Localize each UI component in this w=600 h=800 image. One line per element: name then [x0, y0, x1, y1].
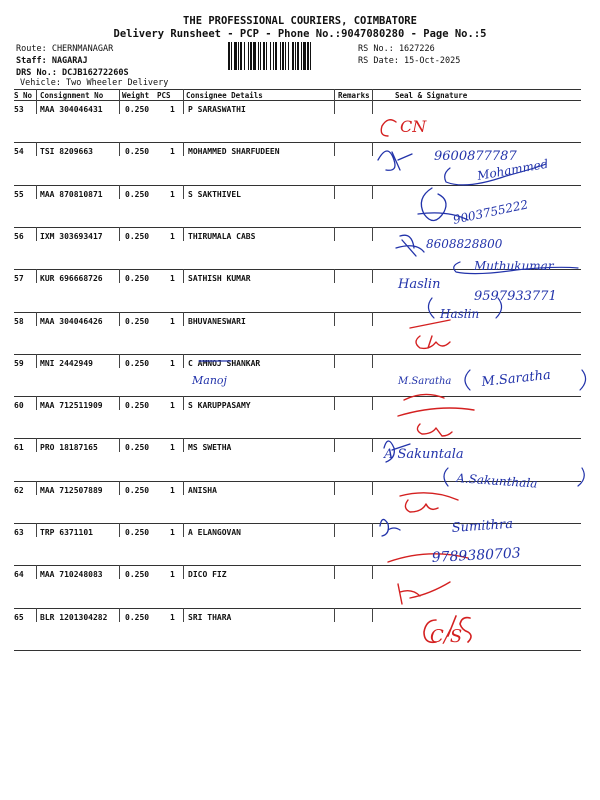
- col-divider: [183, 396, 184, 410]
- red-check-mark: [388, 554, 468, 604]
- col-divider: [36, 523, 37, 537]
- cell-pcs: 1: [170, 443, 175, 453]
- col-divider: [372, 481, 373, 495]
- cell-consignee: MOHAMMED SHARFUDEEN: [188, 147, 280, 157]
- row-rule: [14, 354, 581, 355]
- barcode: [228, 42, 353, 70]
- cell-consignment: TSI 8209663: [40, 147, 93, 157]
- red-cs-mark: [424, 616, 471, 642]
- col-divider: [372, 185, 373, 199]
- col-divider: [334, 185, 335, 199]
- col-divider: [334, 89, 335, 100]
- col-divider: [372, 565, 373, 579]
- cell-pcs: 1: [170, 570, 175, 580]
- cell-weight: 0.250: [125, 231, 150, 241]
- red-check-mark: [381, 120, 396, 136]
- cell-consignment: MAA 304046431: [40, 105, 103, 114]
- col-divider: [334, 396, 335, 410]
- signature-mark: [380, 519, 400, 536]
- cell-weight: 0.250: [125, 443, 150, 453]
- col-divider: [334, 565, 335, 579]
- company-title: THE PROFESSIONAL COURIERS, COIMBATORE: [183, 15, 417, 27]
- cell-sno: 58: [14, 316, 24, 326]
- signature-mark: [445, 164, 546, 185]
- col-pcs: PCS: [157, 91, 171, 100]
- col-divider: [119, 89, 120, 100]
- row-rule: [14, 312, 581, 313]
- cell-sno: 57: [14, 274, 24, 284]
- signature-mark: [465, 367, 586, 390]
- signature-mark: [396, 235, 424, 256]
- col-divider: [36, 227, 37, 241]
- cell-consignee: DICO FIZ: [188, 570, 227, 580]
- row-rule: [14, 142, 581, 143]
- col-divider: [36, 481, 37, 495]
- cell-consignee: C AMNOJ SHANKAR: [188, 358, 261, 368]
- col-divider: [119, 142, 120, 156]
- cell-sno: 59: [14, 358, 24, 368]
- col-divider: [36, 269, 37, 283]
- col-divider: [334, 142, 335, 156]
- col-divider: [36, 89, 37, 100]
- col-divider: [372, 89, 373, 100]
- col-consignee: Consignee Details: [186, 91, 263, 100]
- handwritten-name: M.Saratha: [480, 367, 552, 390]
- cell-weight: 0.250: [125, 189, 150, 199]
- col-divider: [36, 608, 37, 622]
- cell-sno: 61: [14, 443, 24, 453]
- handwritten-name: Muthukumar: [474, 259, 554, 273]
- cell-consignee: MS SWETHA: [188, 443, 232, 453]
- col-divider: [372, 396, 373, 410]
- col-divider: [183, 89, 184, 100]
- row-rule: [14, 523, 581, 524]
- col-divider: [119, 608, 120, 622]
- col-divider: [334, 523, 335, 537]
- col-divider: [119, 100, 120, 114]
- col-divider: [36, 565, 37, 579]
- col-divider: [372, 354, 373, 368]
- cell-pcs: 1: [170, 147, 175, 157]
- col-divider: [334, 608, 335, 622]
- col-divider: [334, 481, 335, 495]
- cell-consignee: BHUVANESWARI: [188, 316, 246, 326]
- row-rule: [14, 481, 581, 482]
- col-divider: [36, 354, 37, 368]
- col-divider: [36, 438, 37, 452]
- cell-consignment: MAA 710248083: [40, 570, 103, 580]
- signature-mark: [444, 468, 584, 486]
- row-rule: [14, 269, 581, 270]
- staff-label: Staff: NAGARAJ: [16, 56, 88, 66]
- cell-pcs: 1: [170, 231, 175, 241]
- runsheet-subtitle: Delivery Runsheet - PCP - Phone No.:9047080280 - Page No.:5: [113, 28, 487, 40]
- red-cs-text: C/S: [430, 626, 463, 647]
- col-weight: Weight: [122, 91, 150, 100]
- cell-weight: 0.250: [125, 401, 150, 411]
- col-divider: [119, 523, 120, 537]
- col-divider: [372, 438, 373, 452]
- col-divider: [334, 100, 335, 114]
- handwritten-name: A Sakuntala: [384, 447, 464, 462]
- col-divider: [183, 142, 184, 156]
- row-rule: [14, 565, 581, 566]
- col-divider: [36, 142, 37, 156]
- cell-pcs: 1: [170, 316, 175, 326]
- col-divider: [183, 227, 184, 241]
- col-divider: [334, 438, 335, 452]
- cell-weight: 0.250: [125, 570, 150, 580]
- cell-consignment: IXM 303693417: [40, 231, 103, 241]
- header-bottom-rule: [14, 100, 581, 101]
- col-divider: [372, 227, 373, 241]
- col-divider: [183, 523, 184, 537]
- cell-pcs: 1: [170, 105, 175, 114]
- col-divider: [183, 608, 184, 622]
- handwritten-name: Sumithra: [451, 516, 514, 536]
- header-top-rule: [14, 89, 581, 90]
- col-consignment: Consignment No: [40, 91, 104, 100]
- col-seal: Seal & Signature: [395, 91, 468, 100]
- col-divider: [183, 354, 184, 368]
- handwritten-correction: Manoj: [192, 374, 227, 387]
- cell-sno: 64: [14, 570, 24, 580]
- cell-pcs: 1: [170, 274, 175, 284]
- col-divider: [183, 185, 184, 199]
- col-divider: [119, 227, 120, 241]
- cell-sno: 53: [14, 105, 24, 114]
- rs-number: RS No.: 1627226: [358, 44, 435, 54]
- cell-sno: 60: [14, 401, 24, 411]
- row-rule: [14, 227, 581, 228]
- cell-sno: 56: [14, 231, 24, 241]
- handwritten-phone: 9003755222: [451, 197, 530, 227]
- handwritten-name: Haslin: [398, 277, 441, 292]
- red-check-mark: [410, 320, 450, 348]
- col-divider: [334, 269, 335, 283]
- col-divider: [36, 100, 37, 114]
- col-sno: S No: [14, 91, 33, 100]
- handwritten-phone: 9789380703: [431, 545, 522, 566]
- col-divider: [119, 481, 120, 495]
- col-divider: [183, 269, 184, 283]
- col-divider: [183, 312, 184, 326]
- cell-weight: 0.250: [125, 612, 150, 622]
- cell-weight: 0.250: [125, 316, 150, 326]
- cell-consignment: MNI 2442949: [40, 358, 93, 368]
- cell-consignee: P SARASWATHI: [188, 105, 246, 114]
- cell-consignee: SATHISH KUMAR: [188, 274, 251, 284]
- col-divider: [334, 354, 335, 368]
- col-divider: [372, 608, 373, 622]
- col-divider: [183, 565, 184, 579]
- col-divider: [372, 142, 373, 156]
- cell-consignment: BLR 1201304282: [40, 612, 108, 622]
- col-divider: [36, 312, 37, 326]
- cell-consignee: SRI THARA: [188, 612, 232, 622]
- handwritten-name: M.Saratha: [398, 376, 452, 387]
- signature-mark: [428, 298, 501, 318]
- signature-mark: [454, 262, 578, 274]
- cell-consignment: MAA 712511909: [40, 401, 103, 411]
- col-divider: [183, 481, 184, 495]
- row-rule: [14, 185, 581, 186]
- handwritten-name: Mohammed: [476, 156, 550, 183]
- red-check-mark: [398, 394, 474, 436]
- cell-pcs: 1: [170, 485, 175, 495]
- signature-mark: [418, 188, 468, 221]
- col-divider: [183, 438, 184, 452]
- cell-consignee: S KARUPPASAMY: [188, 401, 251, 411]
- cell-consignment: PRO 18187165: [40, 443, 98, 453]
- cell-pcs: 1: [170, 358, 175, 368]
- col-remarks: Remarks: [338, 91, 370, 100]
- col-divider: [119, 269, 120, 283]
- col-divider: [372, 312, 373, 326]
- cell-consignee: A ELANGOVAN: [188, 528, 241, 537]
- col-divider: [119, 438, 120, 452]
- col-divider: [372, 523, 373, 537]
- red-check-mark: [400, 493, 458, 512]
- col-divider: [119, 396, 120, 410]
- cell-weight: 0.250: [125, 485, 150, 495]
- col-divider: [334, 227, 335, 241]
- col-divider: [119, 354, 120, 368]
- row-rule: [14, 650, 581, 651]
- drs-label: DRS No.: DCJB16272260S: [16, 68, 129, 78]
- rs-date: RS Date: 15-Oct-2025: [358, 56, 461, 66]
- handwritten-name: A.Sakunthala: [455, 471, 538, 491]
- cell-consignment: KUR 696668726: [40, 274, 103, 284]
- col-divider: [119, 565, 120, 579]
- col-divider: [372, 100, 373, 114]
- cell-weight: 0.250: [125, 274, 150, 284]
- cell-sno: 55: [14, 189, 24, 199]
- col-divider: [183, 100, 184, 114]
- vehicle-label: Vehicle: Two Wheeler Delivery: [20, 78, 169, 88]
- cell-weight: 0.250: [125, 358, 150, 368]
- cell-consignment: TRP 6371101: [40, 528, 93, 537]
- cell-consignee: ANISHA: [188, 485, 217, 495]
- row-rule: [14, 608, 581, 609]
- handwritten-phone: 9600877787: [434, 149, 517, 164]
- cell-weight: 0.250: [125, 147, 150, 157]
- col-divider: [372, 269, 373, 283]
- signature-mark: [378, 151, 412, 170]
- handwritten-phone: 8608828800: [426, 237, 503, 251]
- col-divider: [119, 312, 120, 326]
- cell-pcs: 1: [170, 189, 175, 199]
- cell-consignment: MAA 870810871: [40, 189, 103, 199]
- cell-weight: 0.250: [125, 105, 150, 114]
- signature-mark: [384, 441, 410, 462]
- cell-weight: 0.250: [125, 528, 150, 537]
- col-divider: [36, 396, 37, 410]
- handwritten-name: Haslin: [440, 307, 480, 321]
- cell-consignee: THIRUMALA CABS: [188, 231, 256, 241]
- cell-consignee: S SAKTHIVEL: [188, 189, 241, 199]
- cell-consignment: MAA 712507889: [40, 485, 103, 495]
- cell-pcs: 1: [170, 612, 175, 622]
- cell-sno: 54: [14, 147, 24, 157]
- col-divider: [334, 312, 335, 326]
- cell-sno: 62: [14, 485, 24, 495]
- route-label: Route: CHERNMANAGAR: [16, 44, 114, 54]
- cell-sno: 65: [14, 612, 24, 622]
- cell-sno: 63: [14, 528, 24, 537]
- col-divider: [119, 185, 120, 199]
- cell-consignment: MAA 304046426: [40, 316, 103, 326]
- col-divider: [36, 185, 37, 199]
- cell-pcs: 1: [170, 401, 175, 411]
- handwritten-phone: 9597933771: [474, 289, 557, 304]
- cell-pcs: 1: [170, 528, 175, 537]
- row-rule: [14, 396, 581, 397]
- red-cn-text: CN: [400, 117, 427, 136]
- row-rule: [14, 438, 581, 439]
